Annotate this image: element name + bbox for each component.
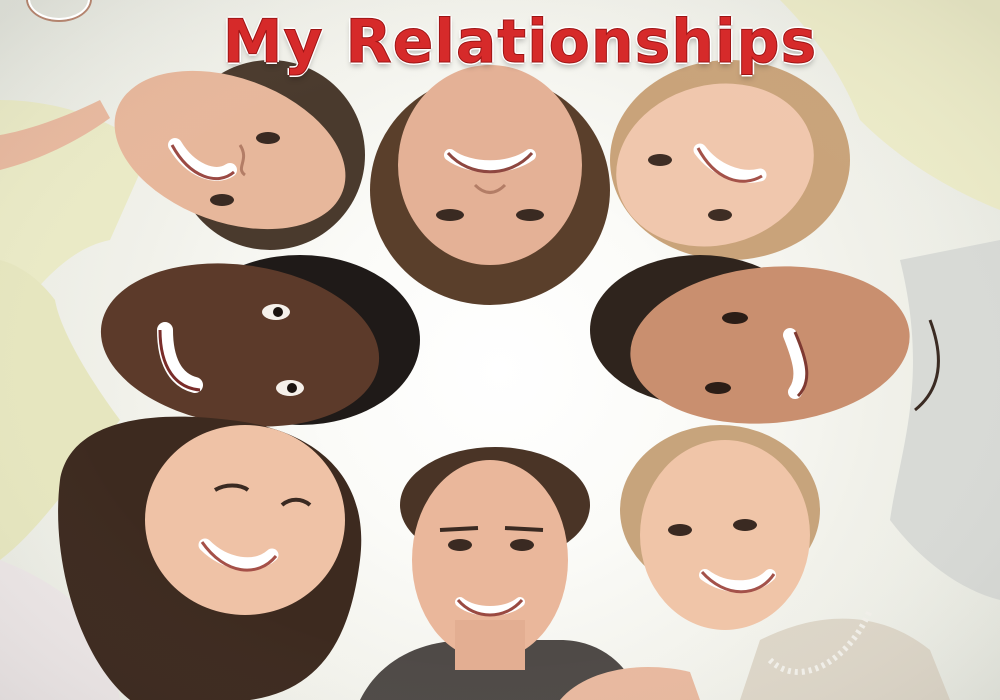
slide-title: My Relationships	[222, 7, 818, 77]
